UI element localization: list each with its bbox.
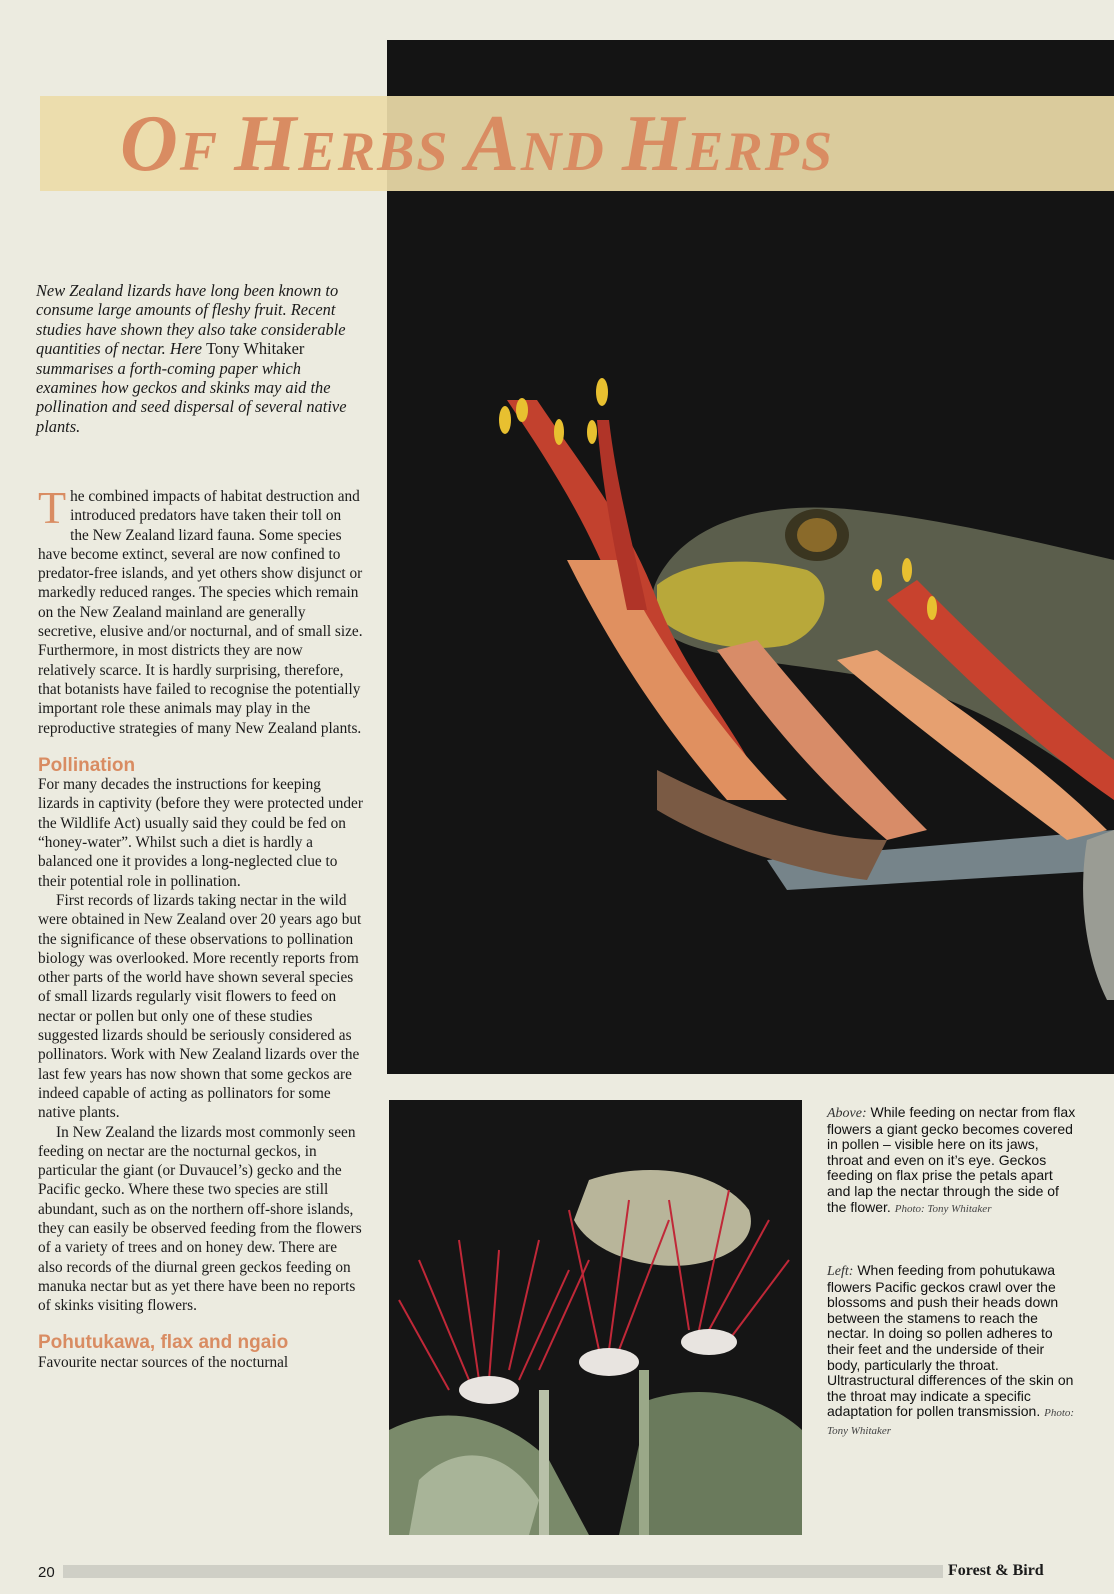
- gecko-flax-photo: [387, 40, 1114, 1074]
- paragraph-3: First records of lizards taking nectar in the wild were obtained in New Zealand over 20 years ago but the significance of these observations to pollination biology was overlooked. More recently reports from other parts of the world have shown several species of small lizards regularly visit flowers to feed on nectar or pollen but only one of these studies suggested lizards should be seriously considered as pollinators. Work with New Zealand lizards over the last few years has now shown that some geckos are indeed capable of acting as pollinators for some native plants.: [38, 891, 362, 1122]
- page-number: 20: [38, 1564, 55, 1581]
- heading-pohutukawa: Pohutukawa, flax and ngaio: [38, 1332, 289, 1354]
- magazine-name: Forest & Bird: [948, 1562, 1044, 1579]
- article-title: OF HERBS AND HERPS: [120, 100, 835, 188]
- author-name: Tony Whitaker: [206, 339, 305, 359]
- intro-standfirst: New Zealand lizards have long been known to consume large amounts of fleshy fruit. Recent studies have shown they also take considerable quantities of nectar. Here Tony Whitaker summarises a forth-coming paper which examines how geckos and skinks may aid the pollination and seed dispersal of several native plants.: [36, 281, 347, 436]
- heading-pollination: Pollination: [38, 754, 136, 776]
- gecko-pohutukawa-photo: [389, 1100, 802, 1535]
- photo-credit: Photo: Tony Whitaker: [827, 1407, 1075, 1437]
- paragraph-4: In New Zealand the lizards most commonly seen feeding on nectar are the nocturnal geckos, in particular the giant (or Duvaucel’s) gecko and the Pacific gecko. Where these two species are still abundant, such as on the northern off-shore islands, they can easily be observed feeding from the flowers of a variety of trees and on honey dew. There are also records of the diurnal green geckos feeding on manuka nectar but as yet there have been no reports of skinks visiting flowers.: [38, 1123, 362, 1315]
- body-column: [38, 482, 363, 1372]
- paragraph-2: For many decades the instructions for keeping lizards in captivity (before they were protected under the Wildlife Act) usually said they could be fed on “honey-water”. Whilst such a diet is hardly a balanced one it provides a long-neglected clue to their potential role in pollination.: [38, 776, 363, 890]
- paragraph-1: The combined impacts of habitat destruction and introduced predators have taken their toll on the New Zealand lizard fauna. Some species have become extinct, several are now confined to predator-free islands, and yet others show disjunct or markedly reduced ranges. The species which remain on the New Zealand mainland are generally secretive, elusive and/or nocturnal, and of small size. Furthermore, in most districts they are now relatively scarce. It is hardly surprising, therefore, that botanists have failed to recognise the potentially important role these animals may play in the reproductive strategies of many New Zealand plants.: [38, 482, 363, 737]
- paragraph-5: Favourite nectar sources of the nocturnal: [38, 1353, 289, 1371]
- drop-cap: T: [38, 482, 67, 533]
- caption-above: Above: While feeding on nectar from flax flowers a giant gecko becomes covered in pollen – visible here on its jaws, throat and even on it’s eye. Geckos feeding on flax prise the petals apart and lap the nectar through the side of the flower. Photo: Tony Whitaker: [827, 1104, 1076, 1215]
- footer-rule: [63, 1565, 943, 1578]
- caption-left: Left: When feeding from pohutukawa flowers Pacific geckos crawl over the blossoms and push their heads down between the stamens to reach the nectar. In doing so pollen adheres to their feet and the underside of their body, particularly the throat. Ultrastructural differences of the skin on the throat may indicate a specific adaptation for pollen transmission. Photo: Tony Whitaker: [827, 1262, 1075, 1437]
- photo-credit: Photo: Tony Whitaker: [894, 1202, 992, 1215]
